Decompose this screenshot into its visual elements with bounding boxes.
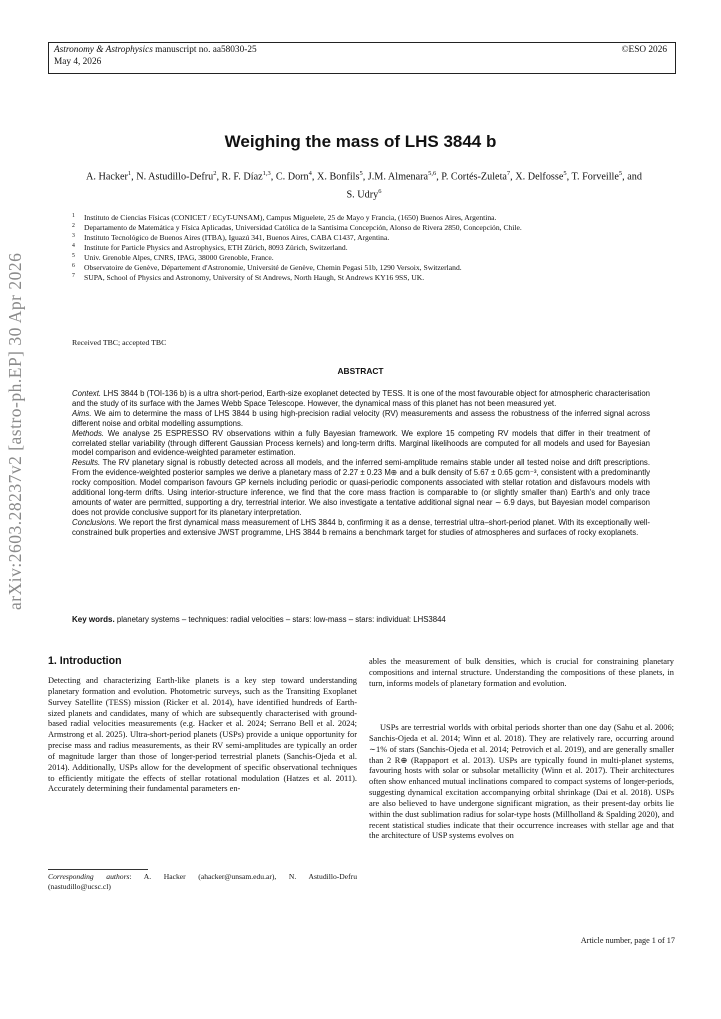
author: C. Dorn bbox=[275, 171, 309, 183]
footnote-text: : A. Hacker (ahacker@unsam.edu.ar), N. Astudillo-Defru (nastudillo@ucsc.cl) bbox=[48, 872, 357, 891]
section-heading: 1. Introduction bbox=[48, 655, 122, 667]
affiliation-item bbox=[72, 253, 668, 263]
affiliation-text: SUPA, School of Physics and Astronomy, University of St Andrews, North Haugh, St Andrews KY16 9SS, UK. bbox=[84, 273, 425, 282]
author: R. F. Díaz bbox=[221, 171, 263, 183]
affiliation-item bbox=[72, 273, 668, 283]
corresponding-authors-footnote bbox=[48, 872, 357, 892]
author: T. Forveille bbox=[571, 171, 619, 183]
author: S. Udry bbox=[346, 189, 379, 201]
journal-line bbox=[54, 45, 257, 55]
affiliation-number: 3 bbox=[72, 233, 75, 239]
author-affiliation-mark: 1 bbox=[127, 170, 132, 177]
author-affiliation-mark: 2 bbox=[213, 170, 217, 177]
author-affiliation-mark: 5 bbox=[563, 170, 567, 177]
footnote-label: Corresponding authors bbox=[48, 872, 130, 881]
author: X. Delfosse bbox=[515, 171, 564, 183]
paper-title: Weighing the mass of LHS 3844 b bbox=[224, 132, 497, 151]
abstract-conclusions-text: We report the first dynamical mass measurement of LHS 3844 b, confirming it as a dense, terrestrial ultra–short-period planet. With its exceptionally well-constrained bulk properties and extensive JWST programme, LHS 3844 b remains a benchmark target for studies of atmospheres and surfaces of rocky exoplanets. bbox=[72, 517, 650, 537]
author: A. Hacker bbox=[86, 171, 128, 183]
abstract-context-label: Context. bbox=[72, 389, 102, 398]
author-affiliation-mark: 5 bbox=[618, 170, 623, 177]
affiliation-text: Univ. Grenoble Alpes, CNRS, IPAG, 38000 Grenoble, France. bbox=[84, 253, 274, 262]
abstract-aims bbox=[72, 409, 650, 429]
manuscript-number: manuscript no. aa58030-25 bbox=[152, 45, 257, 55]
abstract-conclusions-label: Conclusions. bbox=[72, 517, 117, 527]
author: X. Bonfils bbox=[317, 171, 360, 183]
affiliation-number: 1 bbox=[72, 213, 75, 219]
author-affiliation-mark: 4 bbox=[308, 170, 312, 177]
intro-paragraph-2: ables the measurement of bulk densities, which is crucial for constraining planetary compositions and internal structure. Understanding the compositions of these planets, in turn, informs models of planetary formation and evolution. bbox=[369, 657, 674, 688]
affiliation-number: 6 bbox=[72, 263, 75, 269]
affiliation-text: Instituto de Ciencias Físicas (CONICET / ECyT-UNSAM), Campus Miguelete, 25 de Mayo y Francia, (1650) Buenos Aires, Argentina. bbox=[84, 213, 497, 222]
footnote-rule bbox=[48, 869, 148, 870]
affiliation-text: Observatoire de Genève, Département d'Astronomie, Université de Genève, Chemin Pegasi 51b, 1290 Versoix, Switzerland. bbox=[84, 263, 462, 272]
page-number: Article number, page 1 of 17 bbox=[580, 936, 675, 945]
affiliation-number: 4 bbox=[72, 243, 75, 249]
abstract-methods bbox=[72, 429, 650, 459]
copyright: ©ESO 2026 bbox=[621, 45, 667, 55]
affiliation-number: 5 bbox=[72, 253, 75, 259]
abstract-context bbox=[72, 389, 650, 409]
author-affiliation-mark: 6 bbox=[378, 188, 382, 196]
journal-name: Astronomy & Astrophysics bbox=[54, 45, 153, 55]
author: J.M. Almenara bbox=[367, 171, 429, 183]
header-date: May 4, 2026 bbox=[54, 57, 102, 67]
intro-paragraph-3: USPs are terrestrial worlds with orbital periods shorter than one day (Sahu et al. 2006; Sanchis-Ojeda et al. 2014; Winn et al. 2018). They are relatively rare, occurring around ∼1% of stars (Sanchis-Ojeda et al. 2014; Petrovich et al. 2019), and are generally smaller than 2 R⊕ (Rappaport et al. 2013). USPs are typically found in multi-planet systems, favouring hosts with solar or subsolar metallicity (Winn et al. 2017). Their architectures often show enhanced mutual inclinations compared to compact systems of longer-periods, suggesting dynamical excitation accompanying orbital shrinkage (Dai et al. 2018). USPs are also believed to have undergone significant migration, as their present-day orbits lie within the dust sublimation radius for solar-type hosts (Millholland & Spalding 2020), and recent statistical studies indicate that their occurrence increases with stellar age and that the architecture of USP systems evolves on bbox=[369, 723, 674, 841]
abstract-results-label: Results. bbox=[72, 458, 101, 468]
affiliation-text: Institute for Particle Physics and Astrophysics, ETH Zürich, 8093 Zürich, Switzerland. bbox=[84, 243, 348, 252]
affiliation-number: 2 bbox=[72, 223, 75, 229]
affiliation-number: 7 bbox=[72, 273, 75, 279]
intro-paragraph-1: Detecting and characterizing Earth-like planets is a key step toward understanding planetary formation and evolution. Photometric surveys, such as the Transiting Exoplanet Survey Satellite (TESS) mission (Ricker et al. 2014), have identified hundreds of Earth-sized planets and candidates, many of which are subsequently characterised with ground-based radial velocities measurements (e.g. Hacker et al. 2024; Serrano Bell et al. 2024; Armstrong et al. 2025). Ultra-short-period planets (USPs) provide a unique opportunity for precise mass and radius measurements, as their RV semi-amplitudes are typically an order of magnitude larger than those of longer-period terrestrial planets (Sanchis-Ojeda et al. 2014). Additionally, USPs allow for the development of specific observational techniques to efficiently mitigate the effects of stellar rotational modulation (Hatzes et al. 2011). Accurately determining their fundamental parameters en- bbox=[48, 676, 357, 794]
abstract-heading: ABSTRACT bbox=[337, 366, 384, 376]
abstract-context-text: LHS 3844 b (TOI-136 b) is a ultra short-period, Earth-size exoplanet detected by TESS. It is one of the most favourable object for atmospheric characterisation and the study of its surface with the James Webb Space Telescope. However, the dynamical mass of this planet has not been measured yet. bbox=[72, 389, 650, 408]
affiliations-list bbox=[72, 213, 668, 283]
abstract-results bbox=[72, 458, 650, 517]
affiliation-text: Instituto Tecnológico de Buenos Aires (ITBA), Iguazú 341, Buenos Aires, CABA C1437, Argentina. bbox=[84, 233, 390, 242]
author: N. Astudillo-Defru bbox=[136, 171, 214, 183]
author-list: A. Hacker$^1$, N. Astudillo-Defru$^2$, R. F. Díaz$^{1,3}$, C. Dorn$^4$, X. Bonfils$^5$, J.M. Almenara$^{5,6}$, P. Cortés-Zuleta$^7$, X. Delfosse$^5$, T. Forveille$^5$, and S. Udry$^6$ bbox=[86, 170, 642, 201]
arxiv-stamp: arXiv:2603.28237v2 [astro-ph.EP] 30 Apr 2026 bbox=[5, 252, 25, 610]
author-affiliation-mark: 7 bbox=[506, 170, 511, 177]
affiliation-item bbox=[72, 223, 668, 233]
received-line: Received TBC; accepted TBC bbox=[72, 338, 167, 347]
abstract-methods-label: Methods. bbox=[72, 428, 105, 438]
author-affiliation-mark: 1,3 bbox=[262, 170, 271, 177]
affiliation-text: Departamento de Matemática y Física Aplicadas, Universidad Católica de la Santísima Concepción, Alonso de Rivera 2850, Concepción, Chile. bbox=[84, 223, 522, 232]
affiliation-item bbox=[72, 263, 668, 273]
author-affiliation-mark: 5 bbox=[359, 170, 363, 177]
abstract-aims-label: Aims. bbox=[72, 408, 92, 418]
abstract-conclusions bbox=[72, 518, 650, 538]
abstract-aims-text: We aim to determine the mass of LHS 3844 b using high-precision radial velocity (RV) measurements and assess the robustness of the inferred signal across different noise and orbital modelling assumptions. bbox=[72, 408, 650, 428]
author-affiliation-mark: 5,6 bbox=[428, 170, 437, 177]
author: P. Cortés-Zuleta bbox=[441, 171, 507, 183]
abstract-results-text: The RV planetary signal is robustly detected across all models, and the inferred semi-amplitude remains stable under all tested noise and drift prescriptions. From the evidence-weighted posterior samples we derive a planetary mass of 2.27 ± 0.23 M⊕ and a bulk density of 5.67 ± 0.65 gcm⁻³, consistent with a predominantly rocky composition. Model comparison favours GP kernels including periodic or quasi-periodic components associated with stellar rotation and disfavours models with additional long-term drifts. Using interior-structure inference, we find that the core mass fraction is comparable to (or slightly smaller than) Earth's and only trace amounts of water are permitted, supporting a dry, terrestrial interior. We also investigate a tentative additional signal near ∼ 6.9 days, but Bayesian model comparison does not provide conclusive support for its planetary interpretation. bbox=[72, 458, 650, 517]
abstract-body bbox=[72, 389, 650, 538]
affiliation-item bbox=[72, 233, 668, 243]
keywords-text: planetary systems – techniques: radial velocities – stars: low-mass – stars: individual: LHS3844 bbox=[114, 615, 446, 624]
keywords-label: Key words. bbox=[72, 615, 115, 624]
keywords bbox=[72, 615, 650, 624]
affiliation-item bbox=[72, 243, 668, 253]
affiliation-item bbox=[72, 213, 668, 223]
abstract-methods-text: We analyse 25 ESPRESSO RV observations within a fully Bayesian framework. We explore 15 competing RV models that differ in their treatment of correlated stellar variability (through different Gaussian Process kernels) and long-term drifts. Marginal likelihoods are computed for all models and used for Bayesian model comparison and evidence-weighted parameter estimation. bbox=[72, 428, 650, 458]
